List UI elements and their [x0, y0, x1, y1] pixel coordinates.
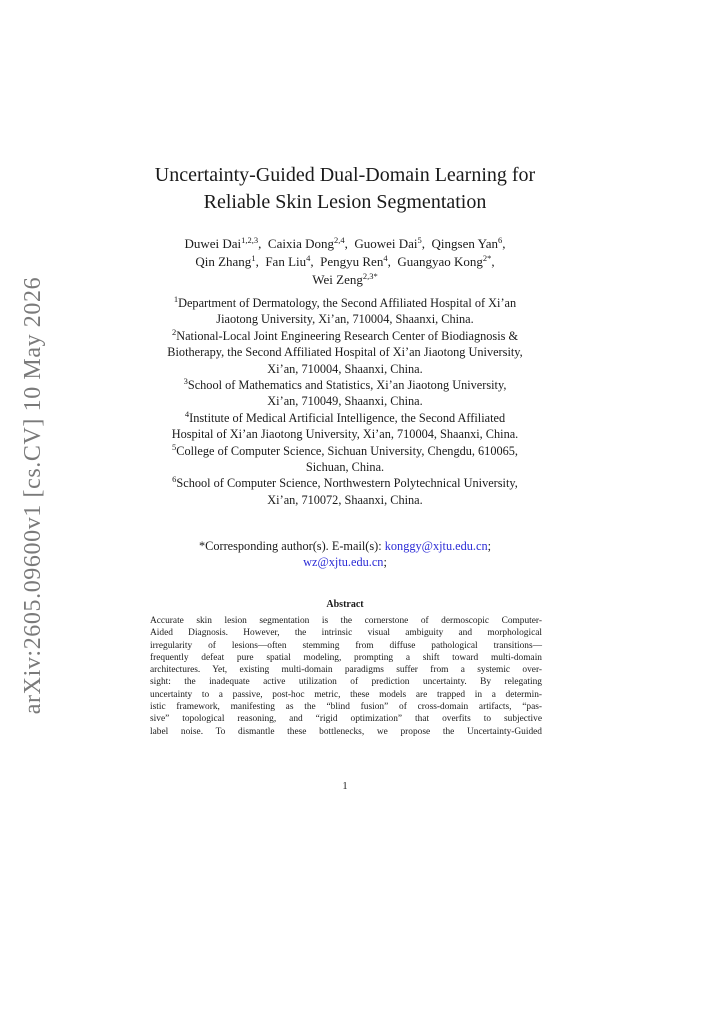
author-line: [130, 271, 560, 289]
author-line: Qin Zhang$^1$, Fan Liu$^4$, Pengyu Ren$^4$, Guangyao Kong$^{2*}$,: [195, 253, 495, 269]
author-name: Caixia Dong: [267, 236, 334, 251]
abstract-line: uncertainty to a passive, post-hoc metric, these models are trapped in a determin-: [150, 689, 542, 700]
affiliation-text: Institute of Medical Artificial Intelligence, the Second Affiliated: [189, 410, 506, 425]
abstract-line: sight: the inadequate active utilization of prediction uncertainty. By relegating: [150, 677, 542, 688]
affiliation-sup: 4: [184, 408, 190, 419]
affiliation-line: Xi’an, 710049, Shaanxi, China.: [267, 394, 423, 409]
affiliation-line: Hospital of Xi’an Jiaotong University, Xi’an, 710004, Shaanxi, China.: [171, 427, 519, 442]
author-name: Duwei Dai: [184, 236, 242, 251]
affiliation-line: Xi’an, 710004, Shaanxi, China.: [267, 361, 423, 376]
author-name: Qingsen Yan: [431, 236, 499, 251]
affiliation-line: [130, 328, 560, 344]
author-name: Qin Zhang: [195, 254, 252, 269]
author-affil-sup: 4: [306, 253, 311, 263]
title-line: Uncertainty-Guided Dual-Domain Learning for: [154, 164, 536, 186]
corresponding-line: [130, 538, 560, 554]
abstract-line: architectures. Yet, existing multi-domain paradigms suffer from a systemic over-: [150, 665, 542, 676]
abstract-line: irregularity of lesions—often stemming from diffuse pathological transitions—: [150, 640, 542, 651]
abstract-heading: Abstract: [326, 599, 364, 610]
author-affil-sup: 2,3*: [362, 271, 378, 281]
affiliation-line: Jiaotong University, Xi’an, 710004, Shaanxi, China.: [216, 312, 474, 327]
author-affil-sup: 1: [251, 253, 256, 263]
affiliation-list: [130, 295, 560, 508]
page-number: 1: [342, 781, 348, 792]
abstract-line: label noise. To dismantle these bottlenecks, we propose the Uncertainty-Guided: [150, 726, 542, 737]
author-affil-sup: 5: [417, 235, 422, 245]
corresponding-prefix: *Corresponding author(s). E-mail(s):: [198, 539, 385, 553]
affiliation-sup: 5: [172, 441, 177, 452]
affiliation-line: [130, 295, 560, 311]
affiliation-text: National-Local Joint Engineering Research Center of Biodiagnosis &: [176, 328, 519, 343]
affiliation-text: School of Mathematics and Statistics, Xi’an Jiaotong University,: [187, 378, 507, 393]
corresponding-line: [130, 554, 560, 570]
affiliation-text: School of Computer Science, Northwestern Polytechnical University,: [176, 476, 518, 491]
email-suffix: ;: [383, 555, 387, 569]
abstract-line: Accurate skin lesion segmentation is the cornerstone of dermoscopic Computer-: [150, 616, 542, 626]
arxiv-identifier: arXiv:2605.09600v1 [cs.CV] 10 May 2026: [20, 276, 47, 714]
author-name: Fan Liu: [265, 254, 307, 269]
affiliation-sup: 1: [173, 294, 179, 304]
affiliation-line: Sichuan, China.: [305, 460, 385, 475]
affiliation-line: [130, 377, 560, 393]
author-name: Pengyu Ren: [320, 254, 384, 269]
affiliation-line: [130, 443, 560, 459]
affiliation-text: College of Computer Science, Sichuan University, Chengdu, 610065,: [176, 443, 518, 458]
author-affil-sup: 6: [498, 235, 503, 245]
author-affil-sup: 1,2,3: [241, 235, 259, 245]
arxiv-identifier-stamp: [4, 276, 64, 714]
author-list: [130, 235, 560, 289]
author-affil-sup: 2,4: [333, 235, 345, 245]
affiliation-line: Biotherapy, the Second Affiliated Hospital of Xi’an Jiaotong University,: [167, 345, 523, 360]
email-link-wz[interactable]: wz@xjtu.edu.cn: [303, 555, 384, 569]
author-line: Duwei Dai$^{1,2,3}$, Caixia Dong$^{2,4}$, Guowei Dai$^5$, Qingsen Yan$^6$,: [184, 235, 506, 251]
abstract-body: [150, 615, 542, 738]
affiliation-line: [130, 475, 560, 491]
abstract-line: istic framework, manifesting as the “blind fusion” of cross-domain artifacts, “pas-: [150, 702, 542, 713]
author-affil-sup: 2*: [482, 253, 492, 263]
affiliation-sup: 3: [183, 376, 188, 387]
affiliation-sup: 2: [171, 326, 177, 337]
email-link-konggy[interactable]: konggy@xjtu.edu.cn: [384, 539, 488, 553]
title-line: Reliable Skin Lesion Segmentation: [203, 191, 487, 213]
author-name: Guangyao Kong: [397, 254, 483, 269]
abstract-line: sive” topological reasoning, and “rigid optimization” that overfits to subjective: [150, 714, 542, 725]
corresponding-authors: [130, 538, 560, 570]
author-name: Wei Zeng: [312, 272, 363, 287]
paper-title: [130, 162, 560, 216]
author-affil-sup: 4: [383, 253, 388, 263]
affiliation-text: Department of Dermatology, the Second Affiliated Hospital of Xi’an: [178, 296, 517, 310]
abstract-line: frequently defeat pure spatial modeling, prompting a shift toward multi-domain: [150, 652, 542, 663]
affiliation-line: Xi’an, 710072, Shaanxi, China.: [267, 492, 423, 507]
affiliation-sup: 6: [172, 474, 177, 485]
author-name: Guowei Dai: [354, 236, 418, 251]
affiliation-line: [130, 410, 560, 426]
email-separator: ;: [487, 539, 492, 553]
abstract-line: Aided Diagnosis. However, the intrinsic visual ambiguity and morphological: [150, 628, 542, 639]
